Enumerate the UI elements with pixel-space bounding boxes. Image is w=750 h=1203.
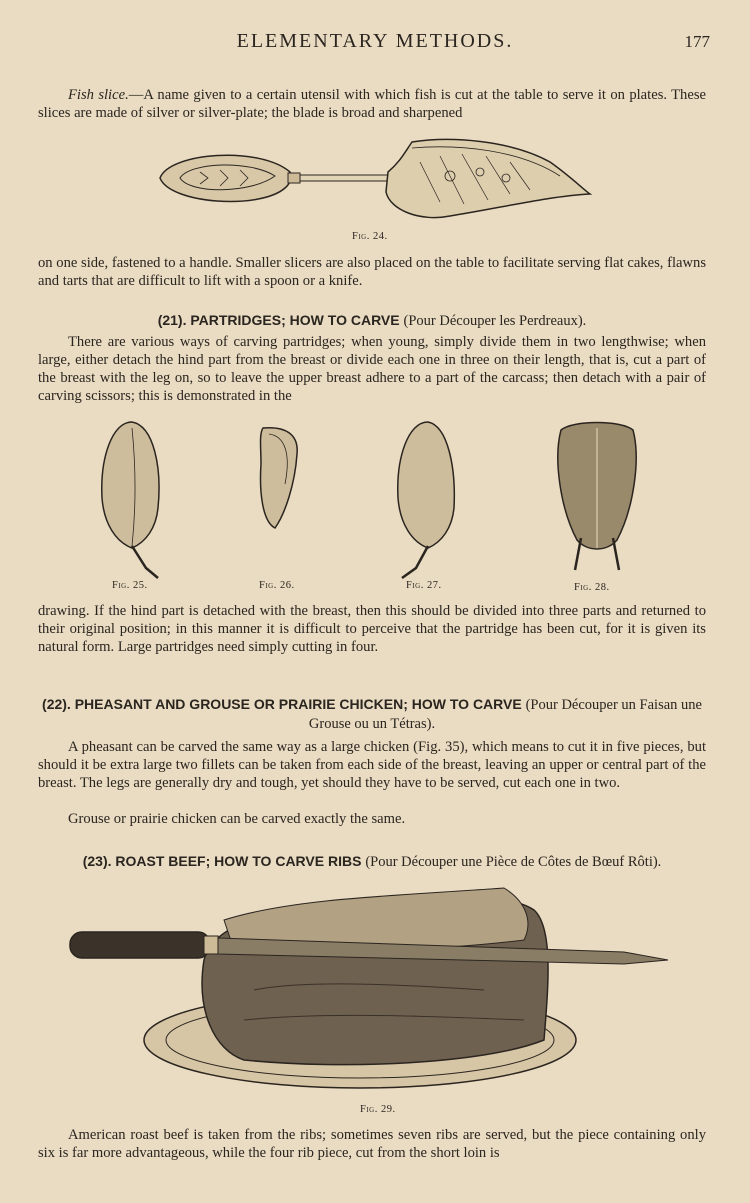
fig-29-caption: Fig. 29. (360, 1104, 396, 1115)
running-title: ELEMENTARY METHODS. (236, 30, 514, 52)
pheasant-heading (38, 695, 706, 733)
partridge-fig-27-illustration (392, 418, 464, 582)
pheasant-heading-fr: (Pour Découper un Faisan une Grouse ou un Tétras). (308, 697, 702, 732)
partridges-heading-en: (21). PARTRIDGES; HOW TO CARVE (157, 312, 400, 328)
partridges-heading-fr: (Pour Découper les Perdreaux). (403, 313, 587, 329)
fish-slice-term: Fish slice. (68, 87, 129, 103)
partridges-heading (38, 311, 706, 330)
fig-27-caption: Fig. 27. (406, 580, 442, 591)
grouse-paragraph: Grouse or prairie chicken can be carved exactly the same. (68, 811, 406, 827)
partridges-paragraph: There are various ways of carving partridges; when young, simply divide them in two lengthwise; when large, either detach the hind part from the breast or divide each one in three on their length, that is, cut a part of the breast with the leg on, so to leave the upper breast adhere to a part of the carcass; then detach with a pair of carving scissors; this is demonstrated in the (38, 334, 706, 404)
fish-slice-illustration (150, 132, 595, 230)
roast-beef-heading-fr: (Pour Découper une Pièce de Côtes de Bœuf Rôti). (365, 854, 662, 870)
fish-slice-paragraph (38, 86, 706, 122)
partridge-fig-26-illustration (255, 424, 301, 534)
fig-25-caption: Fig. 25. (112, 580, 148, 591)
roast-beef-illustration (64, 880, 674, 1102)
roast-beef-heading-en: (23). ROAST BEEF; HOW TO CARVE RIBS (82, 853, 362, 869)
pheasant-paragraph: A pheasant can be carved the same way as a large chicken (Fig. 35), which means to cut it in five pieces, but should it be extra large two fillets can be taken from each side of the breast, leaving an upper or central part of the breast. The legs are generally dry and tough, yet should they have to be served, cut each one in two. (38, 739, 706, 791)
fig-28-caption: Fig. 28. (574, 582, 610, 593)
partridge-fig-25-illustration (96, 418, 168, 582)
fig-24-caption: Fig. 24. (352, 231, 388, 242)
pheasant-heading-en: (22). PHEASANT AND GROUSE OR PRAIRIE CHICKEN; HOW TO CARVE (42, 696, 522, 712)
roast-beef-paragraph: American roast beef is taken from the ribs; sometimes seven ribs are served, but the piece containing only six is far more advantageous, while the four rib piece, cut from the short loin is (38, 1127, 706, 1161)
fig-26-caption: Fig. 26. (259, 580, 295, 591)
partridge-fig-28-illustration (553, 420, 641, 582)
partridges-continued: drawing. If the hind part is detached with the breast, then this should be divided into three parts and returned to their original position; in this manner it is difficult to perceive that the partridge has been cut, for it is given its natural form. Large partridges need simply cutting in four. (38, 603, 706, 655)
fish-slice-continued: on one side, fastened to a handle. Smaller slicers are also placed on the table to facilitate serving flat cakes, flawns and tarts that are difficult to lift with a spoon or a knife. (38, 255, 706, 289)
roast-beef-heading (38, 852, 706, 871)
fish-slice-text: —A name given to a certain utensil with which fish is cut at the table to serve it on plates. These slices are made of silver or silver-plate; the blade is broad and sharpened (38, 87, 706, 121)
page-number: 177 (684, 32, 710, 51)
